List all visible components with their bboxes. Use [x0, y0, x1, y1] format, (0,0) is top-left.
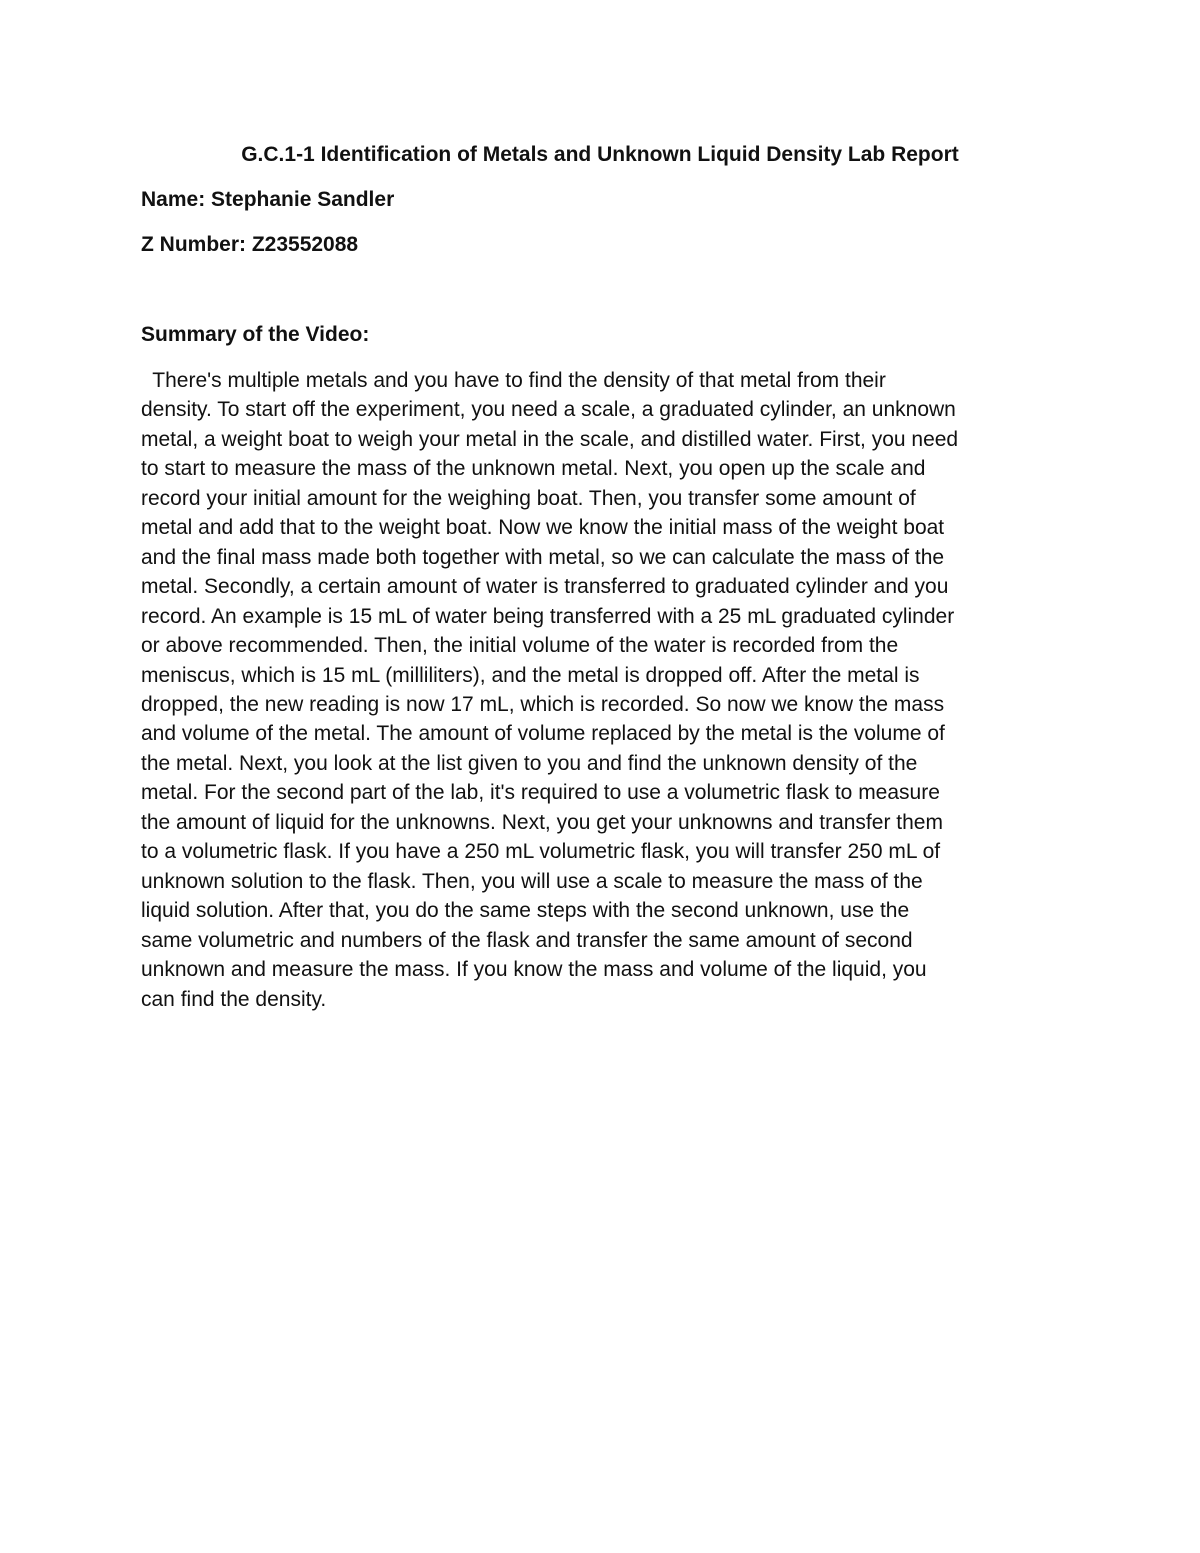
summary-line: There's multiple metals and you have to find the density of that metal from their: [141, 369, 886, 392]
summary-line: or above recommended. Then, the initial volume of the water is recorded from the: [141, 634, 899, 658]
summary-line: to start to measure the mass of the unknown metal. Next, you open up the scale and: [141, 457, 926, 481]
z-number: Z Number: Z23552088: [141, 233, 359, 256]
summary-line: record your initial amount for the weighing boat. Then, you transfer some amount of: [141, 486, 916, 510]
summary-line: metal. For the second part of the lab, it's required to use a volumetric flask to measure: [141, 781, 940, 805]
summary-line: to a volumetric flask. If you have a 250 mL volumetric flask, you will transfer 250 mL of: [141, 840, 941, 864]
summary-line: can find the density.: [141, 987, 327, 1011]
section-heading-summary: Summary of the Video:: [141, 323, 370, 346]
summary-line: metal and add that to the weight boat. Now we know the initial mass of the weight boat: [141, 516, 945, 540]
summary-line: and volume of the metal. The amount of volume replaced by the metal is the volume of: [141, 722, 945, 746]
summary-line: meniscus, which is 15 mL (milliliters), and the metal is dropped off. After the metal is: [141, 663, 920, 687]
summary-line: the amount of liquid for the unknowns. Next, you get your unknowns and transfer them: [141, 810, 943, 834]
student-name: Name: Stephanie Sandler: [141, 188, 395, 211]
summary-line: metal. Secondly, a certain amount of water is transferred to graduated cylinder and you: [141, 575, 949, 599]
summary-line: same volumetric and numbers of the flask and transfer the same amount of second: [141, 928, 913, 952]
report-title: G.C.1-1 Identification of Metals and Unknown Liquid Density Lab Report: [241, 143, 959, 166]
summary-line: unknown and measure the mass. If you know the mass and volume of the liquid, you: [141, 958, 927, 982]
summary-paragraph: [141, 366, 1071, 1014]
summary-line: record. An example is 15 mL of water being transferred with a 25 mL graduated cylinder: [141, 604, 955, 628]
summary-line: the metal. Next, you look at the list given to you and find the unknown density of the: [141, 751, 918, 775]
summary-line: liquid solution. After that, you do the same steps with the second unknown, use the: [141, 899, 910, 923]
summary-line: density. To start off the experiment, you need a scale, a graduated cylinder, an unknown: [141, 398, 956, 422]
summary-line: unknown solution to the flask. Then, you will use a scale to measure the mass of the: [141, 869, 923, 893]
summary-line: dropped, the new reading is now 17 mL, which is recorded. So now we know the mass: [141, 692, 945, 716]
summary-line: metal, a weight boat to weigh your metal in the scale, and distilled water. First, you need: [141, 427, 959, 451]
summary-line: and the final mass made both together with metal, so we can calculate the mass of the: [141, 545, 945, 569]
